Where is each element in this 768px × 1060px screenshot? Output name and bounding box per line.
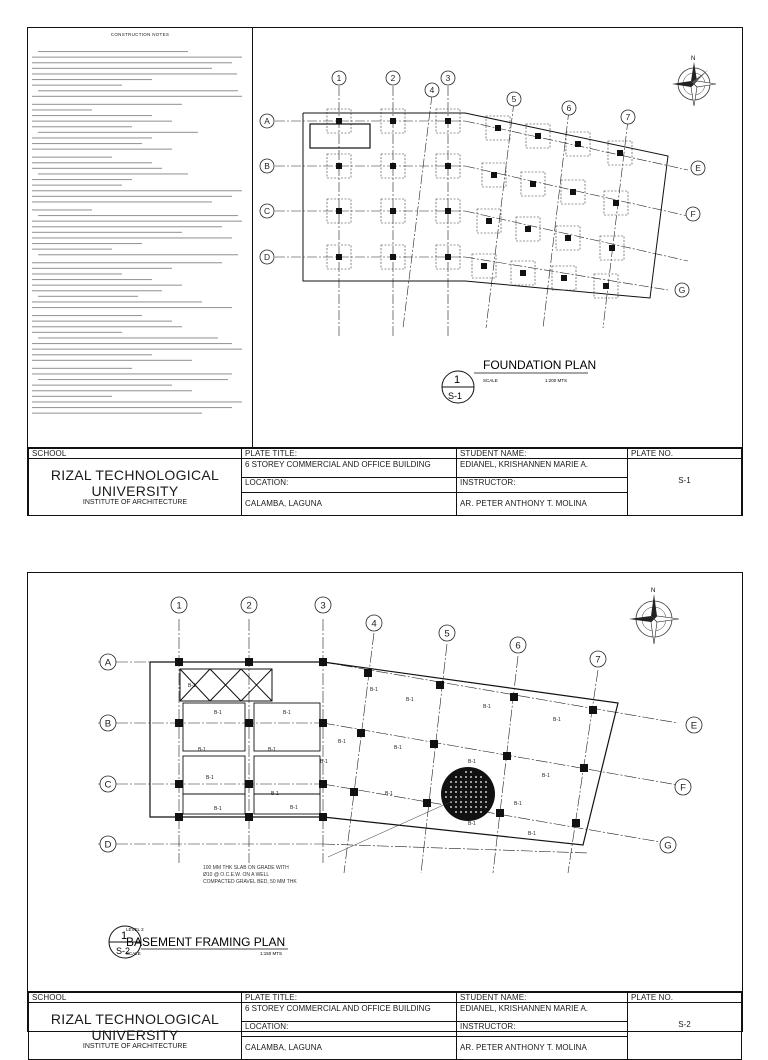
grid-bubble-A: [100, 654, 116, 670]
beam-label: B-1: [214, 710, 222, 716]
grid-bubble-1: [332, 71, 346, 85]
grid-bubble-7: [621, 110, 635, 124]
plan-title-symbol: [442, 371, 588, 403]
beam-label: B-1: [283, 710, 291, 716]
title-block: [28, 991, 742, 1060]
svg-text:5: 5: [444, 628, 450, 640]
beam-label: B-1: [338, 739, 346, 745]
beam-label: B-1: [406, 697, 414, 703]
grid-bubble-7: [590, 651, 606, 667]
grid-bubble-4: [425, 83, 439, 97]
grid-bubble-D: [100, 836, 116, 852]
sheet-ref: S-1: [448, 391, 463, 401]
svg-text:N: N: [651, 588, 656, 594]
grid-bubble-B: [260, 159, 274, 173]
plate-title-label: PLATE TITLE:: [242, 449, 457, 459]
grid-bubble-A: [260, 114, 274, 128]
student-label: STUDENT NAME:: [457, 449, 628, 459]
grid-bubble-2: [241, 597, 257, 613]
beam-label: B-1: [206, 775, 214, 781]
grid-bubble-E: [691, 161, 705, 175]
svg-text:7: 7: [595, 654, 601, 666]
detail-number: 1: [121, 930, 128, 942]
grid-bubble-F: [686, 207, 700, 221]
svg-text:7: 7: [625, 112, 631, 123]
grid-bubble-5: [507, 92, 521, 106]
grid-bubble-C: [260, 204, 274, 218]
grid-bubble-C: [100, 776, 116, 792]
slab-note-2: Ø10 @ O.C.E.W. ON A WELL: [203, 872, 270, 878]
grid-bubble-G: [675, 283, 689, 297]
beam-label: B-1: [320, 759, 328, 765]
sheet-foundation-plan: [27, 27, 743, 516]
plate-number: S-1: [628, 459, 742, 516]
svg-text:F: F: [690, 209, 696, 220]
instructor-label: INSTRUCTOR:: [457, 478, 628, 493]
slab-note-3: COMPACTED GRAVEL BED, 50 MM THK: [203, 879, 297, 885]
institute-name: INSTITUTE OF ARCHITECTURE: [82, 499, 188, 506]
svg-text:4: 4: [429, 85, 435, 96]
scale-label: SCALE: [483, 378, 498, 383]
svg-text:A: A: [104, 657, 112, 669]
svg-text:1: 1: [176, 600, 182, 612]
grid-bubble-6: [562, 101, 576, 115]
beam-label: B-1: [370, 687, 378, 693]
grid-bubble-B: [100, 715, 116, 731]
grid-bubble-6: [510, 637, 526, 653]
instructor-name: AR. PETER ANTHONY T. MOLINA: [457, 1037, 628, 1060]
school-name: RIZAL TECHNOLOGICAL UNIVERSITY: [50, 467, 220, 499]
school-cell: [29, 1003, 242, 1060]
plate-title-label: PLATE TITLE:: [242, 993, 457, 1003]
grid-bubble-3: [441, 71, 455, 85]
svg-text:E: E: [695, 163, 701, 174]
scale-label: SCALE: [126, 951, 141, 956]
beam-label: B-1: [528, 831, 536, 837]
location-label: LOCATION:: [242, 478, 457, 493]
scale-value: 1:200 MTS: [545, 378, 568, 383]
beam-label: B-1: [198, 747, 206, 753]
student-label: STUDENT NAME:: [457, 993, 628, 1003]
beam-label: B-1: [468, 759, 476, 765]
svg-text:1: 1: [336, 73, 342, 84]
north-arrow-icon: [629, 588, 679, 644]
beam-label: B-1: [542, 773, 550, 779]
svg-text:G: G: [678, 285, 686, 296]
instructor-name: AR. PETER ANTHONY T. MOLINA: [457, 493, 628, 516]
location-value: CALAMBA, LAGUNA: [242, 1037, 457, 1060]
beam-label: B-1: [214, 806, 222, 812]
svg-text:3: 3: [320, 600, 326, 612]
notes-title: CONSTRUCTION NOTES: [110, 32, 170, 37]
grid-bubble-F: [675, 779, 691, 795]
grid-bubble-1: [171, 597, 187, 613]
svg-text:C: C: [104, 779, 112, 791]
scale-value: 1:150 MTS: [260, 951, 283, 956]
svg-text:D: D: [263, 252, 271, 263]
plate-title: 6 STOREY COMMERCIAL AND OFFICE BUILDING: [242, 459, 457, 478]
svg-text:C: C: [263, 206, 271, 217]
plan-title: FOUNDATION PLAN: [483, 358, 597, 372]
plate-number: S-2: [628, 1003, 742, 1060]
student-name: EDIANEL, KRISHANNEN MARIE A.: [457, 1003, 628, 1022]
svg-text:E: E: [690, 720, 698, 732]
instructor-label: INSTRUCTOR:: [457, 1022, 628, 1037]
beam-label: B-1: [188, 683, 196, 689]
beam-label: B-1: [271, 791, 279, 797]
plate-no-label: PLATE NO.: [628, 449, 742, 459]
slab-note-1: 100 MM THK SLAB ON GRADE WITH: [203, 865, 289, 871]
svg-text:3: 3: [445, 73, 451, 84]
grid-bubble-E: [686, 717, 702, 733]
beam-label: B-1: [385, 791, 393, 797]
school-name: RIZAL TECHNOLOGICAL UNIVERSITY: [50, 1011, 220, 1043]
beam-label: B-1: [553, 717, 561, 723]
school-label: SCHOOL: [29, 993, 242, 1003]
svg-text:D: D: [104, 839, 112, 851]
svg-text:B: B: [104, 718, 112, 730]
plan-title: BASEMENT FRAMING PLAN: [126, 935, 286, 949]
beam-label: B-1: [514, 801, 522, 807]
svg-text:N: N: [691, 56, 696, 62]
svg-text:5: 5: [511, 94, 517, 105]
level-label: LEVEL 2: [126, 927, 144, 932]
svg-text:F: F: [680, 782, 686, 794]
svg-text:G: G: [664, 840, 672, 852]
beam-label: B-1: [290, 805, 298, 811]
plate-title: 6 STOREY COMMERCIAL AND OFFICE BUILDING: [242, 1003, 457, 1022]
north-arrow-icon: [672, 56, 716, 106]
sheet-ref: S-2: [116, 946, 131, 956]
grid-bubble-3: [315, 597, 331, 613]
svg-text:2: 2: [246, 600, 252, 612]
school-cell: [29, 459, 242, 516]
school-label: SCHOOL: [29, 449, 242, 459]
institute-name: INSTITUTE OF ARCHITECTURE: [82, 1043, 188, 1050]
svg-text:6: 6: [566, 103, 572, 114]
svg-text:6: 6: [515, 640, 521, 652]
location-label: LOCATION:: [242, 1022, 457, 1037]
beam-label: B-1: [468, 821, 476, 827]
beam-label: B-1: [394, 745, 402, 751]
grid-bubble-D: [260, 250, 274, 264]
beam-label: B-1: [483, 704, 491, 710]
plate-no-label: PLATE NO.: [628, 993, 742, 1003]
svg-text:A: A: [264, 116, 270, 127]
title-block: [28, 447, 742, 516]
svg-text:2: 2: [390, 73, 396, 84]
location-value: CALAMBA, LAGUNA: [242, 493, 457, 516]
sheet-basement-framing-plan: [27, 572, 743, 1052]
grid-bubble-2: [386, 71, 400, 85]
foundation-plan-drawing: [28, 28, 742, 448]
grid-bubble-5: [439, 625, 455, 641]
detail-number: 1: [454, 374, 461, 386]
grid-bubble-G: [660, 837, 676, 853]
student-name: EDIANEL, KRISHANNEN MARIE A.: [457, 459, 628, 478]
svg-text:4: 4: [371, 618, 377, 630]
svg-text:B: B: [264, 161, 270, 172]
grid-bubble-4: [366, 615, 382, 631]
beam-label: B-1: [268, 747, 276, 753]
basement-framing-plan-drawing: [28, 573, 742, 993]
